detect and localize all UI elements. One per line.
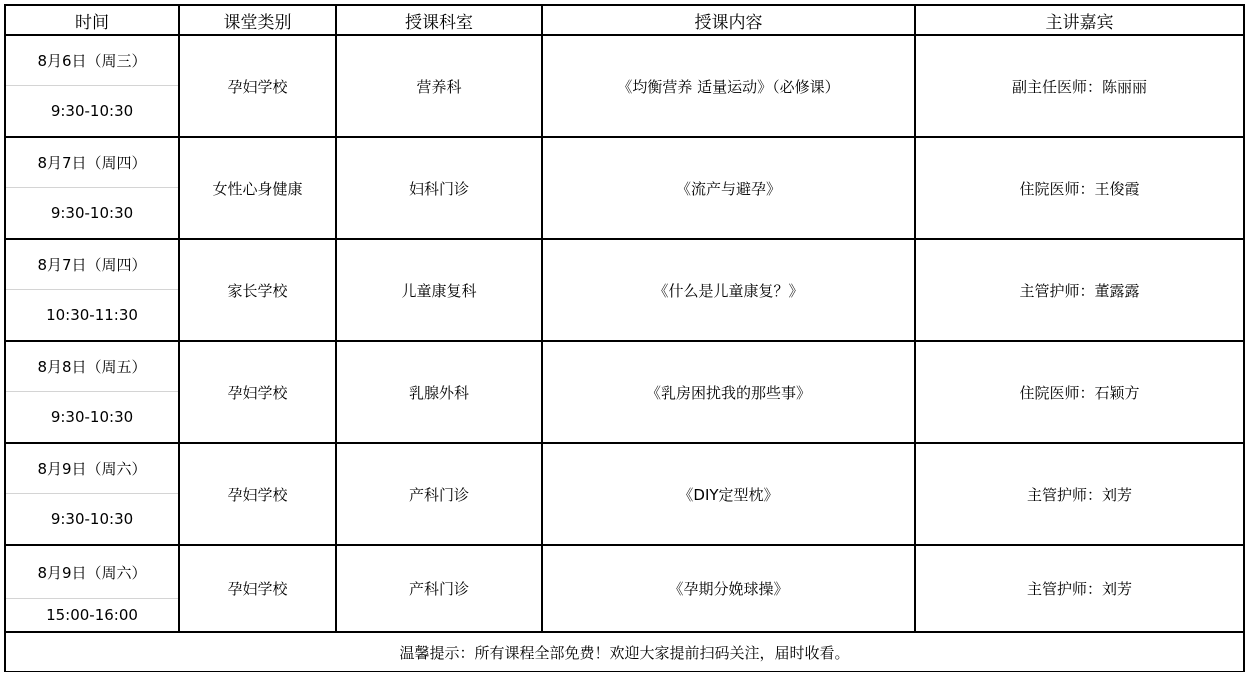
table-row: [5, 35, 1244, 86]
session-content: 《DIY定型枕》: [542, 443, 915, 545]
session-time: 15:00-16:00: [5, 599, 179, 633]
session-time: 9:30-10:30: [5, 188, 179, 240]
session-date: 8月7日（周四）: [5, 137, 179, 188]
session-time: 9:30-10:30: [5, 86, 179, 138]
header-time: 时间: [5, 5, 179, 35]
session-time: 9:30-10:30: [5, 494, 179, 546]
session-department: 妇科门诊: [336, 137, 542, 239]
session-speaker: 主管护师：刘芳: [915, 443, 1244, 545]
session-date: 8月7日（周四）: [5, 239, 179, 290]
header-row: [5, 5, 1244, 35]
session-speaker: 住院医师：王俊霞: [915, 137, 1244, 239]
session-content: 《孕期分娩球操》: [542, 545, 915, 632]
session-time: 10:30-11:30: [5, 290, 179, 342]
session-category: 女性心身健康: [179, 137, 336, 239]
session-date: 8月9日（周六）: [5, 443, 179, 494]
header-category: 课堂类别: [179, 5, 336, 35]
session-date: 8月6日（周三）: [5, 35, 179, 86]
footer-row: [5, 632, 1244, 672]
table-row: [5, 239, 1244, 290]
session-category: 孕妇学校: [179, 545, 336, 632]
session-speaker: 住院医师：石颖方: [915, 341, 1244, 443]
table-row: [5, 341, 1244, 392]
header-speaker: 主讲嘉宾: [915, 5, 1244, 35]
session-speaker: 主管护师：刘芳: [915, 545, 1244, 632]
session-category: 家长学校: [179, 239, 336, 341]
session-department: 产科门诊: [336, 443, 542, 545]
session-content: 《流产与避孕》: [542, 137, 915, 239]
session-department: 营养科: [336, 35, 542, 137]
schedule-table: [4, 4, 1245, 672]
header-department: 授课科室: [336, 5, 542, 35]
session-speaker: 副主任医师：陈丽丽: [915, 35, 1244, 137]
session-category: 孕妇学校: [179, 443, 336, 545]
session-department: 乳腺外科: [336, 341, 542, 443]
header-content: 授课内容: [542, 5, 915, 35]
table-row: [5, 443, 1244, 494]
session-date: 8月8日（周五）: [5, 341, 179, 392]
table-row: [5, 545, 1244, 599]
session-content: 《乳房困扰我的那些事》: [542, 341, 915, 443]
footer-note: 温馨提示：所有课程全部免费！欢迎大家提前扫码关注，届时收看。: [5, 632, 1244, 672]
session-date: 8月9日（周六）: [5, 545, 179, 599]
session-time: 9:30-10:30: [5, 392, 179, 444]
session-department: 产科门诊: [336, 545, 542, 632]
session-content: 《均衡营养 适量运动》（必修课）: [542, 35, 915, 137]
session-department: 儿童康复科: [336, 239, 542, 341]
session-content: 《什么是儿童康复？》: [542, 239, 915, 341]
session-speaker: 主管护师：董露露: [915, 239, 1244, 341]
session-category: 孕妇学校: [179, 35, 336, 137]
table-row: [5, 137, 1244, 188]
session-category: 孕妇学校: [179, 341, 336, 443]
